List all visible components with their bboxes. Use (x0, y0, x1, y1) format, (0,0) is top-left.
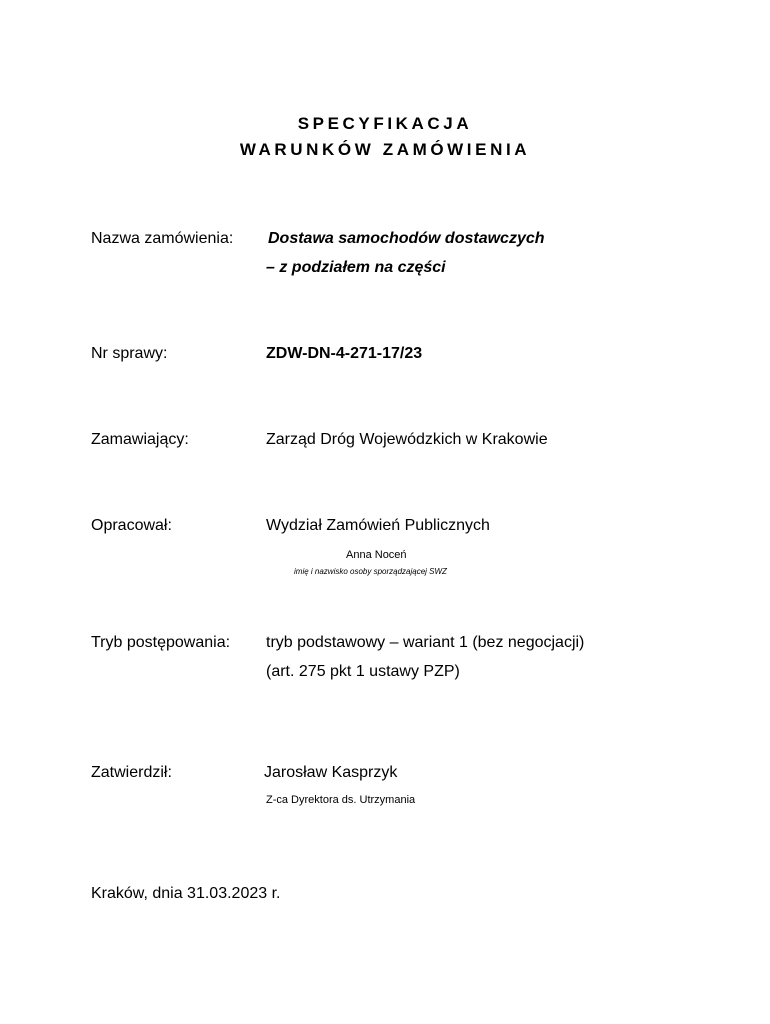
prepared-by-value: Wydział Zamówień Publicznych (266, 517, 490, 534)
order-name-value-line-1: Dostawa samochodów dostawczych (268, 230, 545, 247)
document-title-line-2: WARUNKÓW ZAMÓWIENIA (239, 140, 531, 159)
contracting-authority-label: Zamawiający: (91, 431, 189, 448)
case-number-label: Nr sprawy: (91, 345, 168, 362)
place-and-date: Kraków, dnia 31.03.2023 r. (91, 885, 281, 902)
preparer-name: Anna Noceń (346, 549, 407, 561)
preparer-caption: imię i nazwisko osoby sporządzającej SWZ (294, 567, 447, 576)
case-number-value: ZDW-DN-4-271-17/23 (266, 345, 423, 362)
order-name-value-line-2: – z podziałem na części (266, 259, 446, 276)
document-title-line-1: SPECYFIKACJA (297, 114, 473, 133)
approver-position: Z-ca Dyrektora ds. Utrzymania (266, 794, 416, 806)
order-name-label: Nazwa zamówienia: (91, 230, 234, 247)
procedure-mode-value-line-1: tryb podstawowy – wariant 1 (bez negocjacji) (266, 634, 585, 651)
procedure-mode-value-line-2: (art. 275 pkt 1 ustawy PZP) (266, 663, 460, 680)
contracting-authority-value: Zarząd Dróg Wojewódzkich w Krakowie (266, 431, 548, 448)
prepared-by-label: Opracował: (91, 517, 172, 534)
approver-name: Jarosław Kasprzyk (264, 764, 398, 781)
procedure-mode-label: Tryb postępowania: (91, 634, 231, 651)
approved-by-label: Zatwierdził: (91, 764, 172, 781)
